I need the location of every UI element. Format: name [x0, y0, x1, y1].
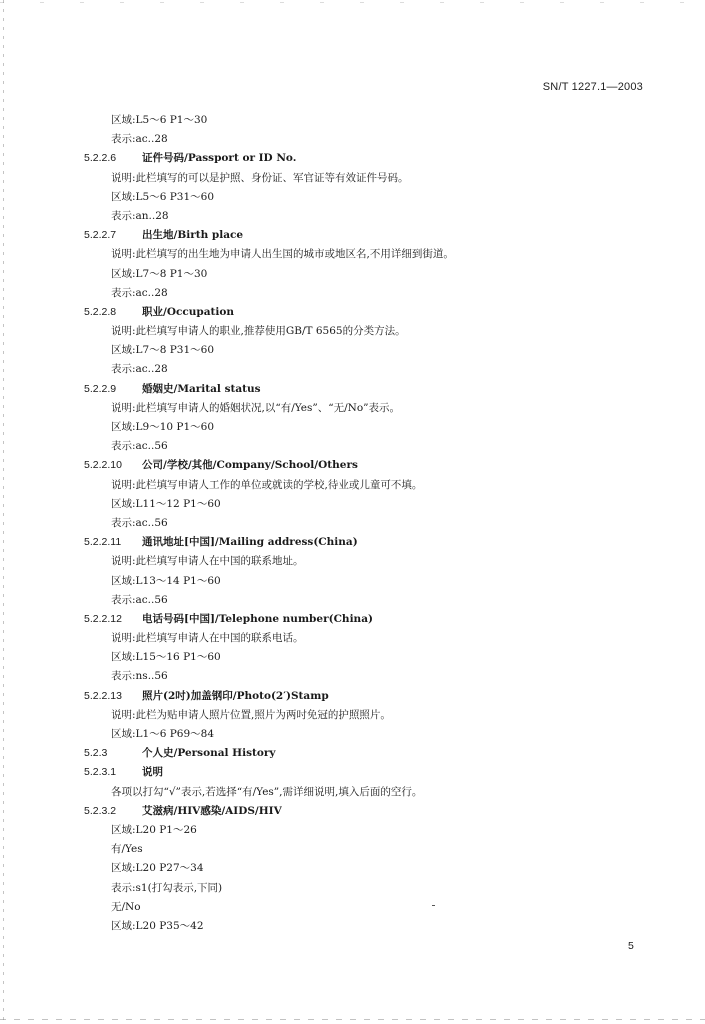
- body-line: 区域:L20 P1～26: [111, 823, 197, 836]
- section-number: 5.2.2.8: [84, 305, 117, 318]
- section-heading: [0, 456, 705, 475]
- section-title: 职业/Occupation: [142, 305, 235, 318]
- section-heading: [0, 763, 705, 782]
- body-line: 说明:此栏填写申请人的婚姻状况,以“有/Yes”、“无/No”表示。: [111, 401, 401, 414]
- section-title: 电话号码[中国]/Telephone number(China): [142, 612, 373, 625]
- body-line: 区域:L20 P27～34: [111, 862, 204, 875]
- body-line: 表示:ac..28: [111, 286, 168, 299]
- body-line: 区域:L1～6 P69～84: [111, 728, 214, 740]
- section-number: 5.2.2.11: [84, 536, 122, 549]
- section-title: 婚姻史/Marital status: [142, 382, 261, 395]
- section-heading: [0, 802, 705, 821]
- body-line: 表示:s1(打勾表示,下同): [111, 881, 223, 894]
- body-line: 区域:L9～10 P1～60: [111, 421, 214, 433]
- body-line: 有/Yes: [111, 843, 143, 856]
- body-line: 区域:L15～16 P1～60: [111, 651, 221, 664]
- body-line: 表示:ac..56: [111, 593, 168, 606]
- standard-number: SN/T 1227.1—2003: [542, 81, 643, 93]
- body-line: 区域:L5～6 P1～30: [111, 114, 208, 126]
- body-line: 表示:ac..28: [111, 133, 168, 146]
- scan-edge-top: [0, 2, 705, 3]
- section-title: 个人史/Personal History: [142, 747, 276, 760]
- section-heading: [0, 149, 705, 168]
- section-heading: [0, 380, 705, 399]
- body-line: 说明:此栏为贴申请人照片位置,照片为两吋免冠的护照照片。: [111, 708, 391, 721]
- body-line: 各项以打勾“√”表示,若选择“有/Yes”,需详细说明,填入后面的空行。: [111, 785, 423, 798]
- section-title: 通讯地址[中国]/Mailing address(China): [142, 536, 358, 549]
- body-line: 说明:此栏填写的出生地为申请人出生国的城市或地区名,不用详细到街道。: [111, 248, 454, 261]
- body-line: 说明:此栏填写申请人的职业,推荐使用GB/T 6565的分类方法。: [111, 325, 406, 338]
- section-number: 5.2.2.6: [84, 152, 117, 165]
- section-heading: [0, 533, 705, 552]
- section-number: 5.2.2.10: [84, 459, 122, 472]
- body-line: 区域:L5～6 P31～60: [111, 190, 214, 203]
- body-line: 说明:此栏填写申请人在中国的联系电话。: [111, 632, 304, 645]
- body-line: 区域:L7～8 P31～60: [111, 344, 214, 357]
- body-line: 表示:ac..56: [111, 516, 168, 529]
- section-title: 出生地/Birth place: [142, 229, 244, 242]
- section-title: 艾滋病/HIV感染/AIDS/HIV: [142, 804, 282, 817]
- body-line: 表示:ac..28: [111, 363, 168, 376]
- body-line: 表示:ns..56: [111, 670, 168, 683]
- body-line: 说明:此栏填写申请人工作的单位或就读的学校,待业或儿童可不填。: [111, 478, 423, 491]
- section-number: 5.2.2.13: [84, 689, 122, 702]
- body-line: 表示:ac..56: [111, 440, 168, 453]
- section-heading: [0, 610, 705, 629]
- section-number: 5.2.2.7: [84, 229, 117, 242]
- section-title: 证件号码/Passport or ID No.: [142, 152, 297, 165]
- section-title: 照片(2吋)加盖钢印/Photo(2′)Stamp: [142, 689, 329, 702]
- page-number: 5: [628, 940, 634, 952]
- section-title: 公司/学校/其他/Company/School/Others: [142, 459, 358, 472]
- section-heading: [0, 303, 705, 322]
- body-line: 说明:此栏填写申请人在中国的联系地址。: [111, 555, 304, 568]
- section-heading: [0, 687, 705, 706]
- section-number: 5.2.2.9: [84, 382, 117, 395]
- document-body: [0, 111, 705, 936]
- body-line: 区域:L20 P35～42: [111, 919, 204, 932]
- scan-edge-bottom: [0, 1019, 705, 1020]
- section-title: 说明: [142, 766, 163, 779]
- body-line: 区域:L11～12 P1～60: [111, 497, 221, 510]
- body-line: 说明:此栏填写的可以是护照、身份证、军官证等有效证件号码。: [111, 171, 409, 184]
- body-line: 区域:L13～14 P1～60: [111, 574, 221, 587]
- section-number: 5.2.2.12: [84, 612, 122, 625]
- section-heading: [0, 226, 705, 245]
- body-line: 无/No: [111, 900, 141, 913]
- scan-speck: [432, 905, 435, 906]
- section-heading: [0, 744, 705, 763]
- section-number: 5.2.3.1: [84, 766, 117, 779]
- body-line: 区域:L7～8 P1～30: [111, 267, 208, 280]
- section-number: 5.2.3.2: [84, 804, 117, 817]
- body-line: 表示:an..28: [111, 209, 169, 222]
- section-number: 5.2.3: [84, 747, 108, 760]
